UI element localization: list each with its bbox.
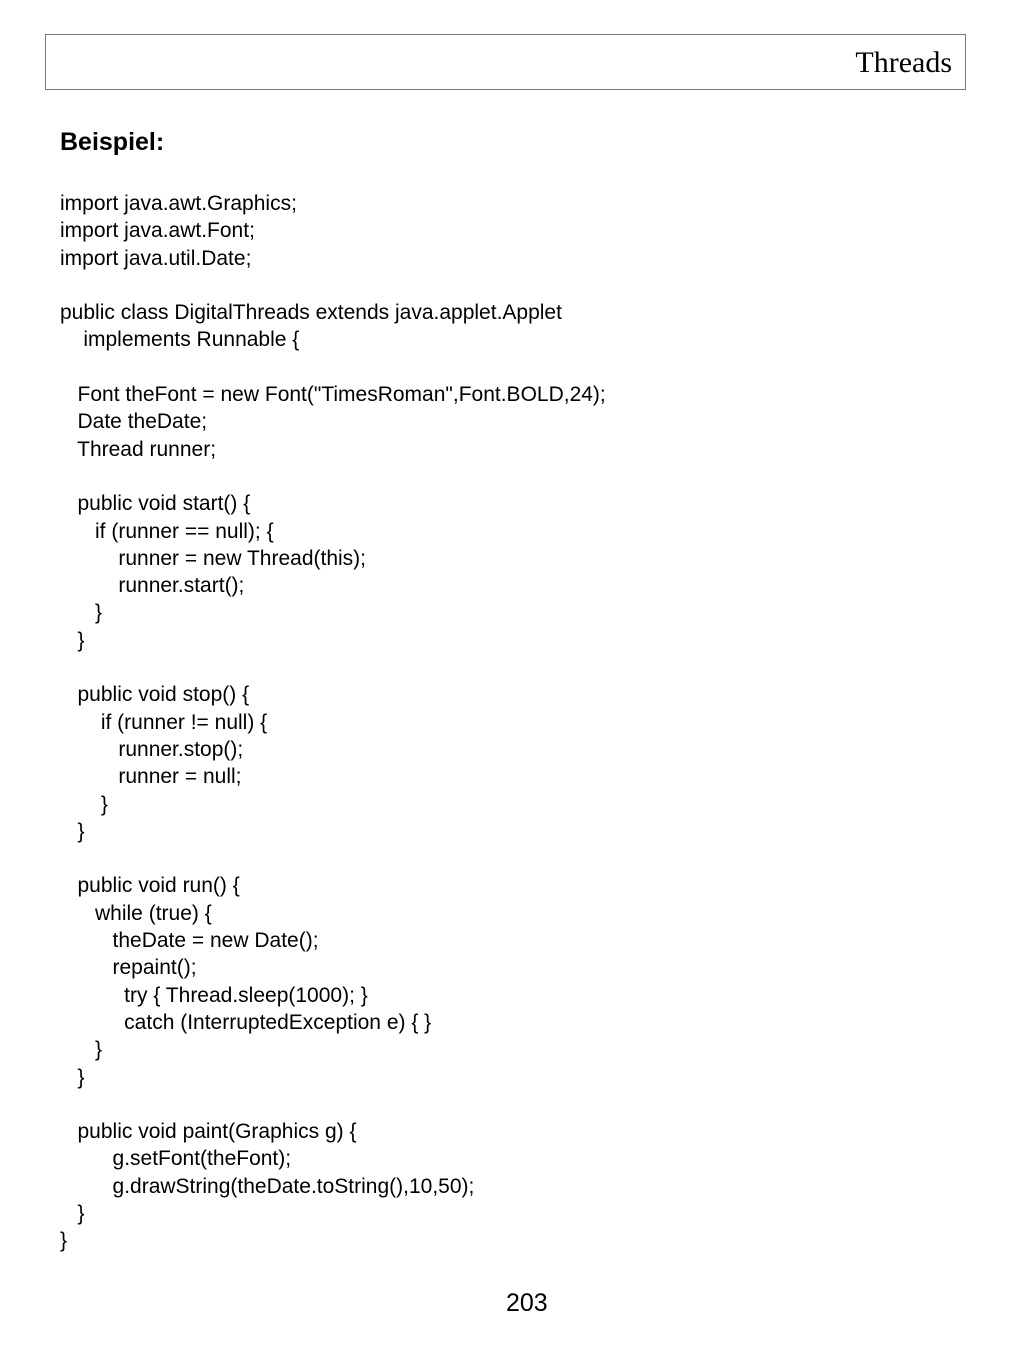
code-line: g.setFont(theFont); [60,1147,292,1171]
code-line: } [60,792,108,816]
code-line: g.drawString(theDate.toString(),10,50); [60,1174,475,1198]
code-line [60,463,606,490]
header-box [45,34,966,90]
code-line: public class DigitalThreads extends java.applet.Applet [60,301,562,325]
code-line: try { Thread.sleep(1000); } [60,983,368,1007]
code-line: import java.util.Date; [60,246,252,270]
code-line: Font theFont = new Font("TimesRoman",Font.BOLD,24); [60,383,606,407]
code-line: if (runner != null) { [60,710,268,734]
code-listing [60,190,606,1255]
code-line: catch (InterruptedException e) { } [60,1010,432,1034]
code-line [60,272,606,299]
code-line: } [60,1065,85,1089]
code-line: implements Runnable { [60,328,300,352]
code-line: public void run() { [60,874,240,898]
code-line [60,654,606,681]
code-line [60,845,606,872]
code-line: } [60,819,85,843]
code-line: repaint(); [60,956,197,980]
section-heading: Beispiel: [60,128,165,156]
code-line: if (runner == null); { [60,519,274,543]
code-line: while (true) { [60,901,212,925]
code-line: runner.stop(); [60,737,244,761]
code-line: Date theDate; [60,410,208,434]
code-line: public void paint(Graphics g) { [60,1120,357,1144]
code-line: public void start() { [60,492,251,516]
code-line: } [60,1229,68,1253]
code-line [60,354,606,381]
code-line: runner.start(); [60,574,245,598]
code-line: public void stop() { [60,683,250,707]
code-line: } [60,601,103,625]
code-line: theDate = new Date(); [60,929,319,953]
header-title: Threads [855,46,952,79]
code-line: import java.awt.Graphics; [60,192,297,215]
code-line [60,1091,606,1118]
page-number: 203 [506,1289,548,1317]
code-line: import java.awt.Font; [60,219,255,243]
code-line: } [60,628,85,652]
code-line: } [60,1038,103,1062]
code-line: runner = null; [60,765,242,789]
code-line: } [60,1201,85,1225]
code-line: runner = new Thread(this); [60,546,366,570]
code-line: Thread runner; [60,437,217,461]
